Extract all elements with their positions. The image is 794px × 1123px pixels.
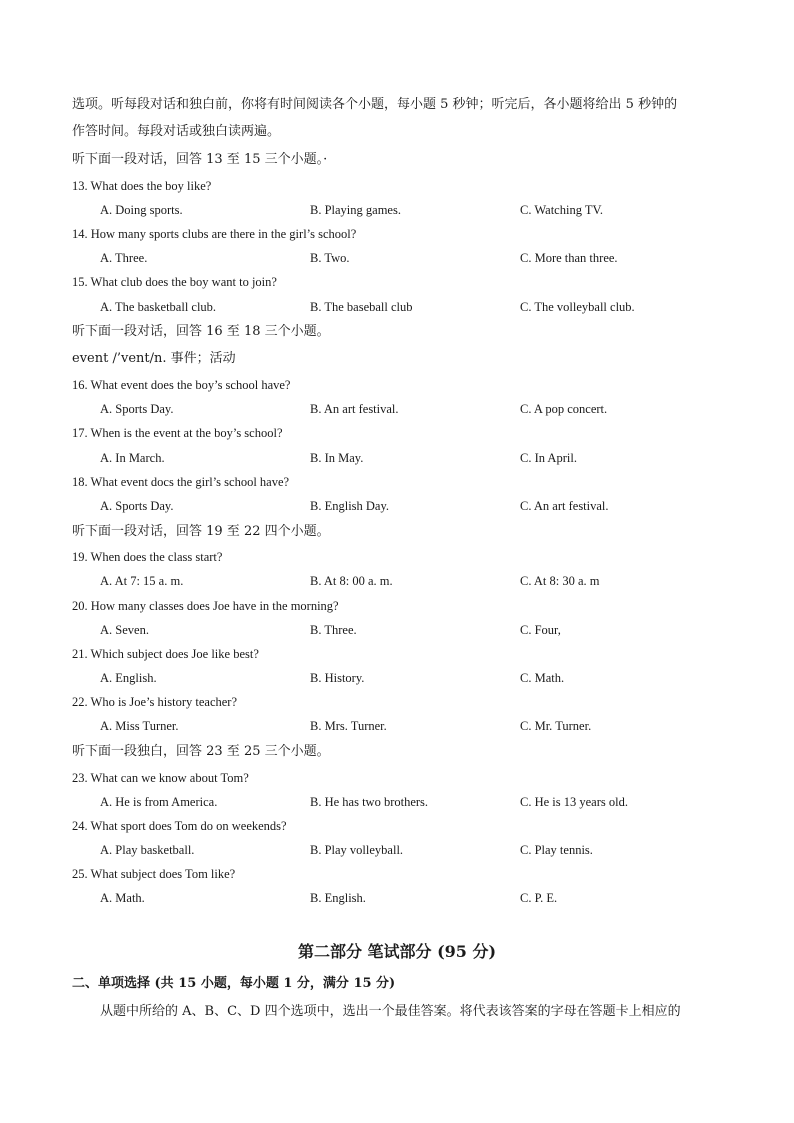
intro-line-2: 作答时间。每段对话或独白读两遍。 [72, 124, 281, 139]
question-14: 14. How many sports clubs are there in the girl’s school? [72, 227, 357, 241]
q21-option-a: A. English. [100, 671, 157, 685]
q22-option-a: A. Miss Turner. [100, 719, 179, 733]
question-15: 15. What club does the boy want to join? [72, 275, 277, 289]
q18-option-a: A. Sports Day. [100, 499, 174, 513]
question-20: 20. How many classes does Joe have in the morning? [72, 599, 339, 613]
q14-option-b: B. Two. [310, 251, 350, 265]
q17-option-a: A. In March. [100, 451, 165, 465]
q24-option-c: C. Play tennis. [520, 843, 593, 857]
q16-option-a: A. Sports Day. [100, 402, 174, 416]
q14-option-a: A. Three. [100, 251, 148, 265]
q16-option-b: B. An art festival. [310, 402, 399, 416]
section-two-instruction: 从题中所给的 A、B、C、D 四个选项中，选出一个最佳答案。将代表该答案的字母在答题卡上相应的 [100, 1004, 681, 1019]
q20-option-a: A. Seven. [100, 623, 149, 637]
q19-option-a: A. At 7: 15 a. m. [100, 574, 184, 588]
question-23: 23. What can we know about Tom? [72, 771, 249, 785]
q20-option-c: C. Four, [520, 623, 561, 637]
q24-option-b: B. Play volleyball. [310, 843, 404, 857]
question-16: 16. What event does the boy’s school have? [72, 378, 291, 392]
q21-option-b: B. History. [310, 671, 365, 685]
q17-option-b: B. In May. [310, 451, 364, 465]
q25-option-b: B. English. [310, 891, 366, 905]
q15-option-a: A. The basketball club. [100, 300, 217, 314]
q18-option-c: C. An art festival. [520, 499, 609, 513]
q17-option-c: C. In April. [520, 451, 577, 465]
q19-option-b: B. At 8: 00 a. m. [310, 574, 393, 588]
part-two-title: 第二部分 笔试部分 (95 分) [297, 942, 497, 961]
question-17: 17. When is the event at the boy’s school? [72, 426, 283, 440]
question-19: 19. When does the class start? [72, 550, 223, 564]
question-13: 13. What does the boy like? [72, 179, 212, 193]
q13-option-c: C. Watching TV. [520, 203, 604, 217]
instruction-23-25: 听下面一段独白，回答 23 至 25 三个小题。 [72, 744, 330, 759]
q25-option-c: C. P. E. [520, 891, 558, 905]
section-two-title: 二、单项选择 (共 15 小题，每小题 1 分，满分 15 分) [72, 976, 396, 991]
q21-option-c: C. Math. [520, 671, 565, 685]
question-18: 18. What event docs the girl’s school have? [72, 475, 290, 489]
question-25: 25. What subject does Tom like? [72, 867, 236, 881]
q22-option-c: C. Mr. Turner. [520, 719, 592, 733]
instruction-13-15: 听下面一段对话，回答 13 至 15 三个小题。· [72, 152, 328, 167]
q15-option-c: C. The volleyball club. [520, 300, 635, 314]
q16-option-c: C. A pop concert. [520, 402, 608, 416]
instruction-16-18: 听下面一段对话，回答 16 至 18 三个小题。 [72, 324, 330, 339]
q19-option-c: C. At 8: 30 a. m [520, 574, 600, 588]
q13-option-b: B. Playing games. [310, 203, 401, 217]
q13-option-a: A. Doing sports. [100, 203, 183, 217]
question-21: 21. Which subject does Joe like best? [72, 647, 259, 661]
q22-option-b: B. Mrs. Turner. [310, 719, 387, 733]
question-24: 24. What sport does Tom do on weekends? [72, 819, 287, 833]
q23-option-b: B. He has two brothers. [310, 795, 429, 809]
intro-line-1: 选项。听每段对话和独白前，你将有时间阅读各个小题，每小题 5 秒钟；听完后，各小题将给出 5 秒钟的 [72, 97, 678, 112]
q23-option-c: C. He is 13 years old. [520, 795, 628, 809]
q23-option-a: A. He is from America. [100, 795, 218, 809]
q15-option-b: B. The baseball club [310, 300, 413, 314]
instruction-19-22: 听下面一段对话，回答 19 至 22 四个小题。 [72, 524, 330, 539]
q25-option-a: A. Math. [100, 891, 145, 905]
q24-option-a: A. Play basketball. [100, 843, 195, 857]
q18-option-b: B. English Day. [310, 499, 390, 513]
question-22: 22. Who is Joe’s history teacher? [72, 695, 238, 709]
vocabulary-note: event /’vent/n. 事件；活动 [72, 351, 236, 366]
q14-option-c: C. More than three. [520, 251, 618, 265]
q20-option-b: B. Three. [310, 623, 357, 637]
